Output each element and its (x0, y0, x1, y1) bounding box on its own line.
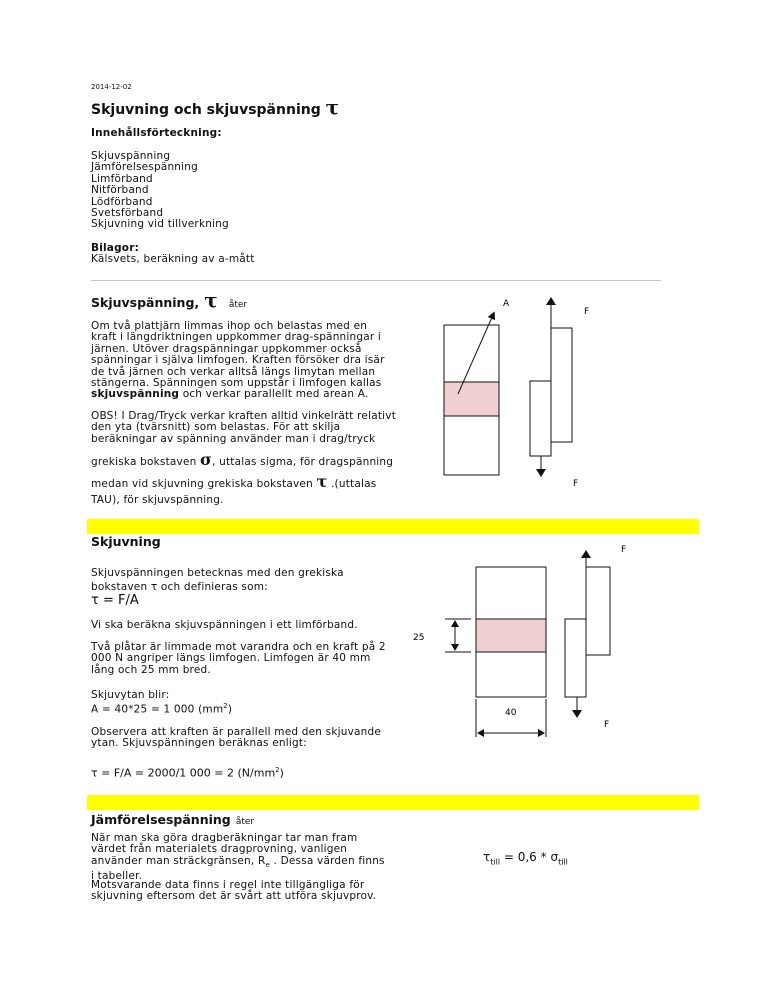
section2-heading: Skjuvning (91, 534, 161, 549)
section1-heading: Skjuvspänning, τ åter (91, 288, 248, 312)
bar-top (551, 328, 572, 442)
shear-calculation: τ = F/A = 2000/1 000 = 2 $(N/mm^2)$ (91, 766, 284, 780)
toc-item-svetsforband[interactable]: Svetsförband (91, 207, 164, 220)
arrowhead-down-icon (536, 469, 546, 477)
bar-top (586, 567, 610, 655)
appendix-heading: Bilagor: (91, 242, 139, 254)
section1-paragraph1: Om två plattjärn limmas ihop och belastas med en kraft i längdriktningen uppkommer drag-spänningar i järnen. Utöver dragspänningar uppkommer också spänningar i själva limfogen. Kraften försöker dra isär de två järnen och verkar alltså längs limytan mellan stängerna. Spänningen som uppstår i limfogen kallas skjuvspänning och verkar parallellt med arean A. (91, 320, 385, 401)
section2-paragraph3: Två plåtar är limmade mot varandra och en kraft på 2 000 N angriper längs limfogen. Limfogen är 40 mm lång och 25 mm bred. (91, 641, 386, 676)
section1-title: Skjuvspänning (91, 295, 195, 310)
back-link[interactable]: åter (235, 817, 255, 827)
appendix-item[interactable]: Kälsvets, beräkning av a-mått (91, 253, 255, 265)
label-f-top: F (621, 545, 627, 555)
bar-bottom (565, 619, 586, 697)
toc-item-skjuvspanning[interactable]: Skjuvspänning (91, 150, 171, 162)
glue-area (476, 619, 546, 652)
toc-item-nitforband[interactable]: Nitförband (91, 184, 149, 197)
toc-heading: Innehållsförteckning: (91, 127, 222, 139)
section3-title: Jämförelsespänning (91, 812, 231, 827)
section2-paragraph1: Skjuvspänningen betecknas med den grekiska bokstaven τ och definieras som: (91, 567, 344, 593)
section2-paragraph4: Skjuvytan blir: A = 40*25 = 1 000 $(mm^2)$ (91, 689, 233, 716)
section2-paragraph5: Observera att kraften är parallell med den skjuvande ytan. Skjuvspänningen beräknas enligt: (91, 726, 382, 750)
section1-paragraph4: medan vid skjuvning grekiska bokstaven τ .(uttalas TAU), för skjuvspänning. (91, 472, 377, 506)
dim-width-label: 40 (505, 708, 517, 718)
tau-symbol: τ (204, 288, 218, 312)
sigma-symbol: σ (200, 450, 213, 469)
arrowhead-up-icon (581, 550, 591, 558)
divider (91, 280, 661, 281)
section3-paragraph2: Motsvarande data finns i regel inte tillgängliga för skjuvning eftersom det är svårt att utföra skjuvprov. (91, 879, 377, 903)
comparison-formula: $\tau_{till} = 0,6 * \sigma_{till}$ (483, 850, 568, 867)
arrowhead-up-icon (546, 297, 556, 305)
arrowhead-down-icon (572, 710, 582, 718)
toc-item-skjuvning-tillverkning[interactable]: Skjuvning vid tillverkning (91, 218, 229, 231)
toc-item-limforband[interactable]: Limförband (91, 172, 153, 185)
shear-joint-diagram (405, 537, 645, 742)
dim-height-label: 25 (413, 633, 425, 643)
title-text: Skjuvning och skjuvspänning (91, 102, 321, 118)
toc-item-lodforband[interactable]: Lödförband (91, 195, 153, 208)
section3-paragraph1: När man ska göra dragberäkningar tar man fram värdet från materialets dragprovning, vanligen använder man sträckgränsen, $R_e$ . Dessa värden finns i tabeller. (91, 832, 385, 883)
section1-paragraph2: OBS! I Drag/Tryck verkar kraften alltid vinkelrätt relativt den yta (tvärsnitt) som belastas. För att skilja beräkningar av spänning använder man i drag/tryck (91, 410, 397, 445)
section3-heading (91, 809, 254, 828)
highlight-band (87, 795, 699, 810)
tau-symbol: τ (325, 95, 340, 119)
glue-area (444, 382, 499, 416)
label-f-top: F (584, 307, 590, 317)
glued-joint-diagram (400, 290, 620, 490)
label-f-bottom: F (604, 720, 610, 730)
bar-bottom (530, 381, 551, 456)
section2-paragraph2: Vi ska beräkna skjuvspänningen i ett limförband. (91, 619, 358, 631)
highlight-band (87, 519, 699, 534)
page-title (91, 95, 339, 119)
back-link[interactable]: åter (228, 300, 248, 310)
shear-formula: τ = F/A (91, 593, 139, 608)
section1-paragraph3: grekiska bokstaven σ, uttalas sigma, för dragspänning (91, 450, 394, 469)
document-date: 2014-12-02 (91, 83, 132, 91)
label-a: A (503, 299, 510, 309)
toc-list (91, 151, 229, 231)
tau-symbol: τ (316, 472, 328, 491)
toc-item-jamforelsespanning[interactable]: Jämförelsespänning (91, 161, 198, 174)
label-f-bottom: F (573, 479, 579, 489)
